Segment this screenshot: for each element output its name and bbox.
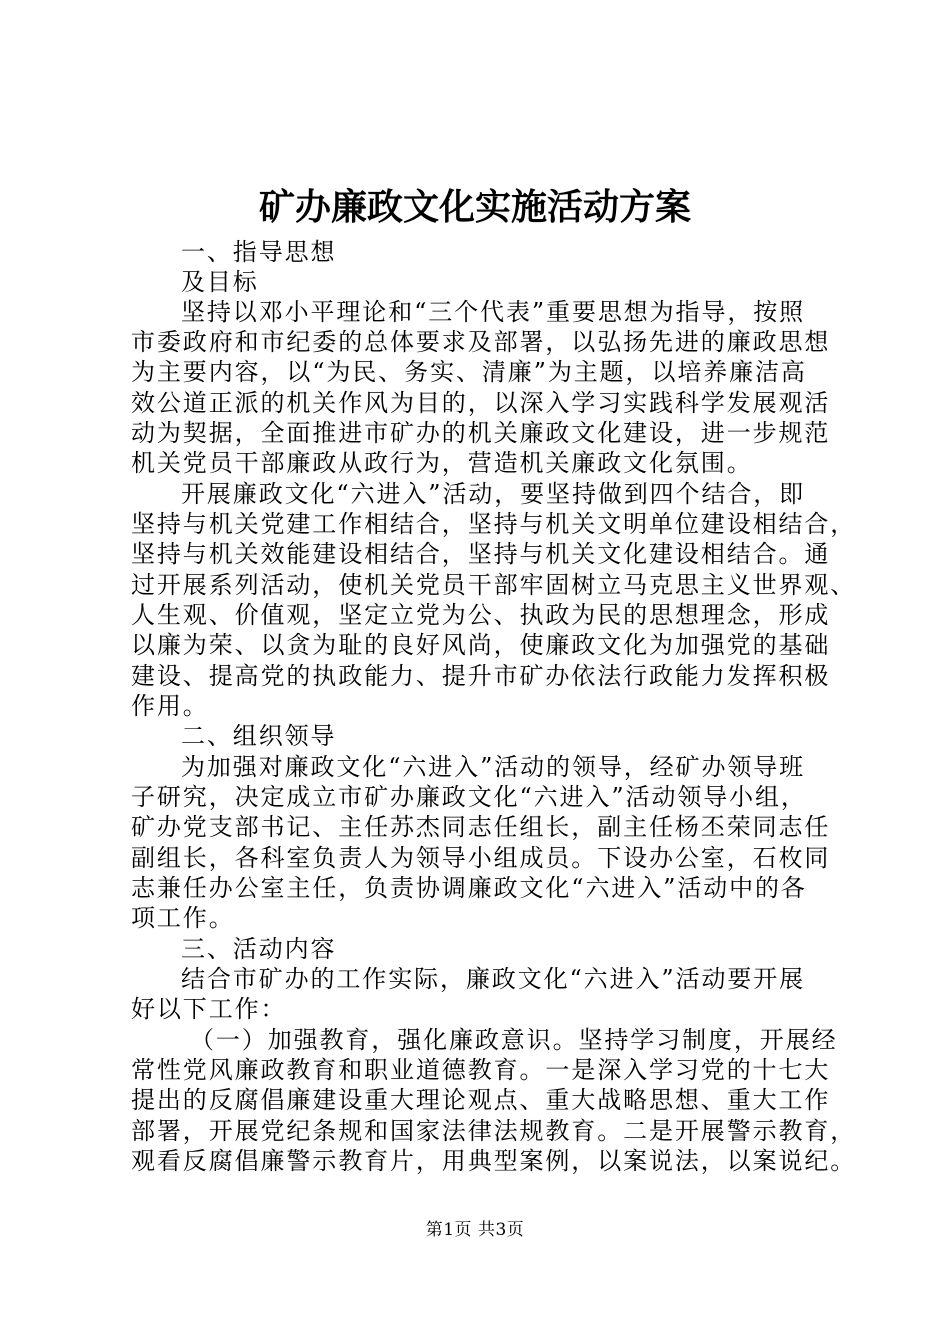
paragraph-line: 副组长，各科室负责人为领导小组成员。下设办公室，石枚同 bbox=[131, 844, 831, 872]
paragraph-line: 子研究，决定成立市矿办廉政文化“六进入”活动领导小组， bbox=[131, 783, 807, 811]
paragraph-line: 志兼任办公室主任，负责协调廉政文化“六进入”活动中的各 bbox=[131, 874, 807, 902]
section-heading-goals: 及目标 bbox=[181, 268, 259, 296]
paragraph-line: 提出的反腐倡廉建设重大理论观点、重大战略思想、重大工作 bbox=[131, 1086, 831, 1114]
paragraph-line: （一）加强教育，强化廉政意识。坚持学习制度，开展经 bbox=[190, 1026, 838, 1054]
paragraph-line: 建设、提高党的执政能力、提升市矿办依法行政能力发挥积极 bbox=[131, 662, 831, 690]
paragraph-line: 坚持与机关效能建设相结合，坚持与机关文化建设相结合。通 bbox=[131, 540, 831, 568]
paragraph-line: 人生观、价值观，坚定立党为公、执政为民的思想理念，形成 bbox=[131, 601, 831, 629]
paragraph-line: 坚持与机关党建工作相结合，坚持与机关文明单位建设相结合， bbox=[131, 510, 857, 538]
paragraph-line: 部署，开展党纪条规和国家法律法规教育。二是开展警示教育， bbox=[131, 1117, 857, 1145]
paragraph-line: 开展廉政文化“六进入”活动，要坚持做到四个结合，即 bbox=[181, 480, 806, 508]
section-heading-guiding-thought: 一、指导思想 bbox=[181, 238, 337, 266]
paragraph-line: 效公道正派的机关作风为目的，以深入学习实践科学发展观活 bbox=[131, 389, 831, 417]
paragraph-line: 常性党风廉政教育和职业道德教育。一是深入学习党的十七大 bbox=[131, 1056, 831, 1084]
section-heading-activities: 三、活动内容 bbox=[181, 935, 337, 963]
paragraph-line: 坚持以邓小平理论和“三个代表”重要思想为指导，按照 bbox=[181, 298, 806, 326]
paragraph-line: 观看反腐倡廉警示教育片，用典型案例，以案说法，以案说纪。 bbox=[131, 1147, 857, 1175]
document-title: 矿办廉政文化实施活动方案 bbox=[258, 186, 691, 228]
paragraph-line: 结合市矿办的工作实际，廉政文化“六进入”活动要开展 bbox=[181, 965, 806, 993]
section-heading-organization: 二、组织领导 bbox=[181, 722, 337, 750]
paragraph-line: 以廉为荣、以贪为耻的良好风尚，使廉政文化为加强党的基础 bbox=[131, 631, 831, 659]
paragraph-line: 过开展系列活动，使机关党员干部牢固树立马克思主义世界观、 bbox=[131, 571, 857, 599]
paragraph-line: 项工作。 bbox=[131, 904, 235, 932]
paragraph-line: 为加强对廉政文化“六进入”活动的领导，经矿办领导班 bbox=[181, 753, 806, 781]
paragraph-line: 为主要内容，以“为民、务实、清廉”为主题，以培养廉洁高 bbox=[131, 358, 807, 386]
paragraph-line: 作用。 bbox=[131, 692, 209, 720]
paragraph-line: 矿办党支部书记、主任苏杰同志任组长，副主任杨丕荣同志任 bbox=[131, 813, 831, 841]
paragraph-line: 动为契据，全面推进市矿办的机关廉政文化建设，进一步规范 bbox=[131, 419, 831, 447]
page-footer: 第1页 共3页 bbox=[425, 1220, 525, 1240]
paragraph-line: 机关党员干部廉政从政行为，营造机关廉政文化氛围。 bbox=[131, 449, 753, 477]
paragraph-line: 好以下工作： bbox=[131, 995, 287, 1023]
paragraph-line: 市委政府和市纪委的总体要求及部署，以弘扬先进的廉政思想 bbox=[131, 328, 831, 356]
